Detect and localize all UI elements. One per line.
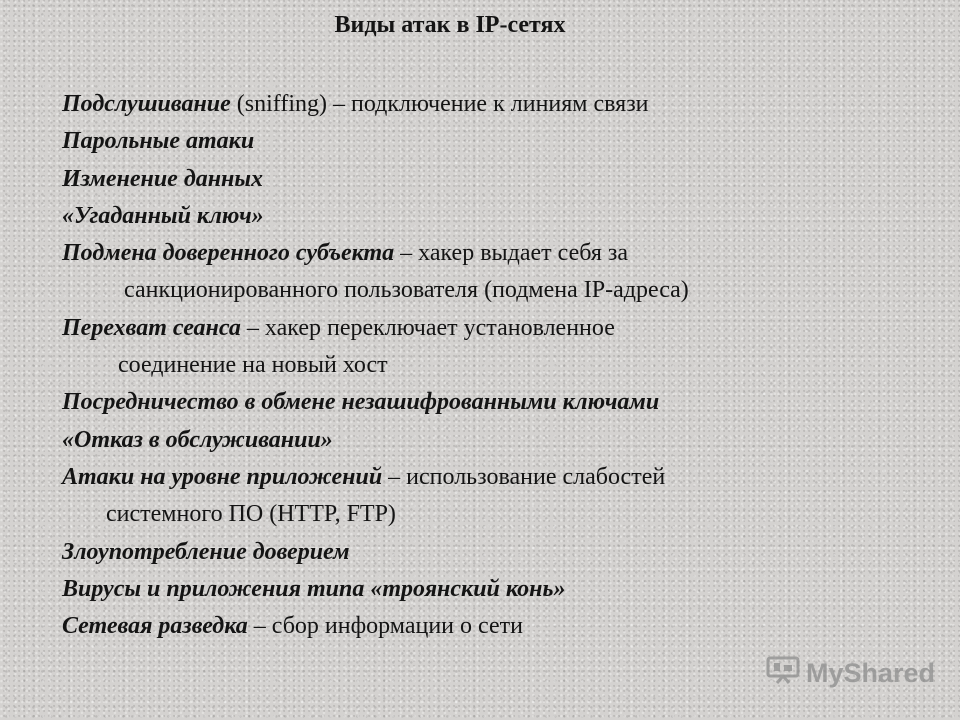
list-item <box>62 534 942 571</box>
list-item <box>62 86 942 123</box>
item-description: – хакер выдает себя за <box>394 240 629 267</box>
item-term: «Угаданный ключ» <box>62 202 264 229</box>
watermark <box>766 656 935 691</box>
item-term: «Отказ в обслуживании» <box>62 426 333 453</box>
item-description: – сбор информации о сети <box>247 613 523 640</box>
item-term: Подслушивание <box>62 91 231 117</box>
item-term: Подмена доверенного субъекта <box>62 240 395 267</box>
item-term: Сетевая разведка <box>62 613 248 640</box>
item-continuation: системного ПО (HTTP, FTP) <box>106 501 396 528</box>
list-item <box>62 310 942 385</box>
list-item <box>62 161 942 198</box>
list-item <box>62 608 942 645</box>
item-term: Перехват сеанса <box>62 314 241 341</box>
list-item <box>62 422 942 459</box>
list-item <box>62 235 942 310</box>
watermark-text: MyShared <box>806 658 936 688</box>
list-item <box>62 123 942 160</box>
item-term: Вирусы и приложения типа «троянский конь» <box>62 575 566 602</box>
presentation-board-icon <box>766 656 800 691</box>
list-item <box>62 198 942 235</box>
item-description: (sniffing) – подключение к линиям связи <box>230 91 649 117</box>
item-description: – хакер переключает установленное <box>240 314 615 341</box>
item-term: Посредничество в обмене незашифрованными ключами <box>62 389 660 416</box>
item-term: Парольные атаки <box>62 128 255 155</box>
item-term: Атаки на уровне приложений <box>62 463 383 490</box>
item-term: Изменение данных <box>62 165 264 192</box>
page-title: Виды атак в IP-сетях <box>334 12 566 38</box>
item-term: Злоупотребление доверием <box>62 538 350 565</box>
item-continuation: санкционированного пользователя (подмена IP-адреса) <box>124 277 689 304</box>
item-description: – использование слабостей <box>382 463 666 490</box>
list-item <box>62 459 942 534</box>
attack-list <box>62 86 942 645</box>
list-item <box>62 384 942 421</box>
item-continuation: соединение на новый хост <box>118 352 388 379</box>
list-item <box>62 571 942 608</box>
